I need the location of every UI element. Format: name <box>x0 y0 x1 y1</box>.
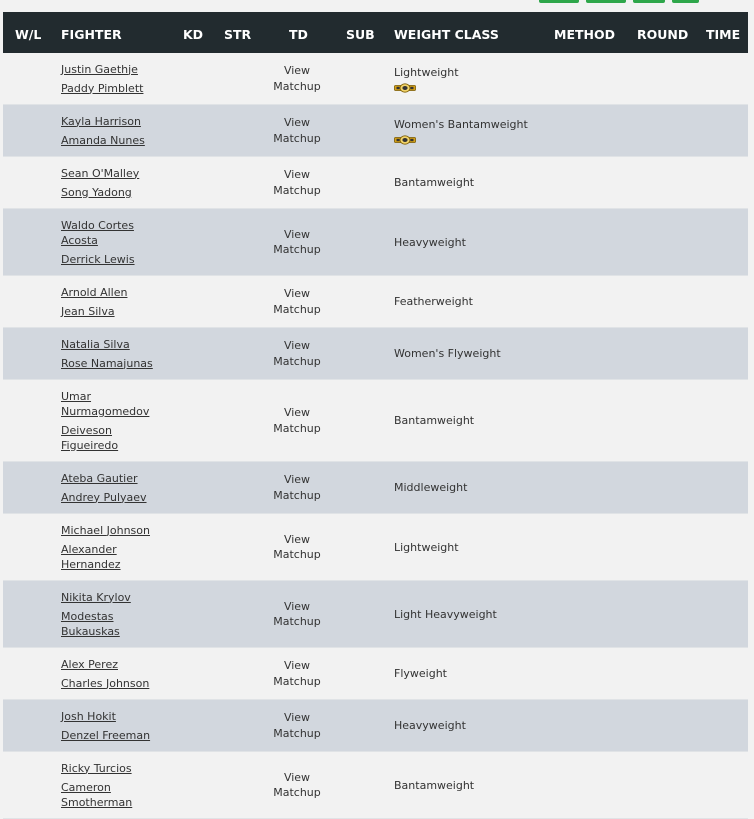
table-row <box>3 514 748 581</box>
weight-class-label: Bantamweight <box>394 414 475 427</box>
weight-class-cell <box>394 752 554 818</box>
fighter-cell <box>61 328 171 379</box>
table-row <box>3 380 748 462</box>
view-matchup-link[interactable] <box>257 53 337 104</box>
view-matchup-label-line1: View <box>283 599 311 613</box>
view-matchup-link[interactable] <box>257 209 337 275</box>
table-row <box>3 581 748 648</box>
fighter-blue-link[interactable]: Cameron Smotherman <box>61 780 133 809</box>
header-fighter[interactable]: FIGHTER <box>61 27 122 42</box>
view-matchup-link[interactable] <box>257 752 337 818</box>
weight-class-label: Women's Flyweight <box>394 347 501 360</box>
view-matchup-label-line2: Matchup <box>273 548 321 561</box>
fighter-red-link[interactable]: Nikita Krylov <box>61 590 131 604</box>
fighter-red-link[interactable]: Josh Hokit <box>61 709 116 723</box>
fighter-cell <box>61 105 171 156</box>
view-matchup-label-line1: View <box>283 770 311 784</box>
weight-class-label: Flyweight <box>394 667 447 680</box>
fighter-cell <box>61 514 171 580</box>
fighter-blue-link[interactable]: Charles Johnson <box>61 676 150 690</box>
header-td[interactable]: TD <box>289 27 308 42</box>
fighter-blue-link[interactable]: Modestas Bukauskas <box>61 609 120 638</box>
view-matchup-link[interactable] <box>257 648 337 699</box>
table-row <box>3 462 748 514</box>
header-wl[interactable]: W/L <box>15 27 42 42</box>
fighter-red-link[interactable]: Ricky Turcios <box>61 761 132 775</box>
view-matchup-link[interactable] <box>257 276 337 327</box>
view-matchup-label-line2: Matchup <box>273 79 321 93</box>
header-kd[interactable]: KD <box>183 27 204 42</box>
weight-class-label: Bantamweight <box>394 176 475 189</box>
top-green-button-1[interactable] <box>539 0 579 3</box>
header-weight-class[interactable]: WEIGHT CLASS <box>394 27 499 42</box>
weight-class-cell <box>394 581 554 647</box>
view-matchup-label-line2: Matchup <box>273 354 321 368</box>
fighter-blue-link[interactable]: Song Yadong <box>61 185 132 199</box>
weight-class-cell <box>394 700 554 751</box>
fighter-blue-link[interactable]: Alexander Hernandez <box>61 542 121 571</box>
top-green-button-3[interactable] <box>633 0 665 3</box>
weight-class-label: Heavyweight <box>394 235 466 249</box>
weight-class-cell <box>394 328 554 379</box>
table-body <box>3 53 748 819</box>
fighter-cell <box>61 700 171 751</box>
fighter-cell <box>61 752 171 818</box>
view-matchup-label-line1: View <box>283 64 311 77</box>
fighter-blue-link[interactable]: Jean Silva <box>61 304 115 318</box>
weight-class-label: Light Heavyweight <box>394 607 497 621</box>
view-matchup-label-line2: Matchup <box>273 421 321 435</box>
fighter-blue-link[interactable]: Andrey Pulyaev <box>61 490 147 504</box>
fighter-cell <box>61 462 171 513</box>
view-matchup-label-line2: Matchup <box>273 302 321 316</box>
fighter-red-link[interactable]: Justin Gaethje <box>61 62 138 76</box>
weight-class-cell <box>394 53 554 104</box>
fighter-red-link[interactable]: Alex Perez <box>61 657 118 671</box>
fighter-blue-link[interactable]: Rose Namajunas <box>61 356 153 370</box>
table-row <box>3 700 748 752</box>
table-row <box>3 328 748 380</box>
fighter-red-link[interactable]: Umar Nurmagomedov <box>61 389 150 418</box>
view-matchup-label-line2: Matchup <box>273 615 321 628</box>
fighter-blue-link[interactable]: Deiveson Figueiredo <box>61 423 119 452</box>
view-matchup-label-line1: View <box>283 532 311 546</box>
fighter-blue-link[interactable]: Paddy Pimblett <box>61 81 144 95</box>
view-matchup-label-line2: Matchup <box>273 786 321 799</box>
header-sub[interactable]: SUB <box>346 27 375 42</box>
view-matchup-label-line1: View <box>283 339 311 352</box>
weight-class-cell <box>394 380 554 461</box>
view-matchup-label-line1: View <box>283 659 311 672</box>
fighter-cell <box>61 209 171 275</box>
view-matchup-link[interactable] <box>257 581 337 647</box>
view-matchup-label-line1: View <box>283 711 311 724</box>
header-str[interactable]: STR <box>224 27 252 42</box>
fighter-blue-link[interactable]: Amanda Nunes <box>61 133 145 147</box>
view-matchup-label-line1: View <box>283 116 311 129</box>
view-matchup-label-line1: View <box>283 168 311 181</box>
table-row <box>3 53 748 105</box>
fighter-cell <box>61 157 171 208</box>
view-matchup-link[interactable] <box>257 514 337 580</box>
fighter-cell <box>61 380 171 461</box>
top-green-button-4[interactable] <box>672 0 699 3</box>
weight-class-label: Lightweight <box>394 540 459 554</box>
weight-class-label: Women's Bantamweight <box>394 117 528 131</box>
fighter-blue-link[interactable]: Derrick Lewis <box>61 252 135 266</box>
weight-class-cell <box>394 648 554 699</box>
fighter-red-link[interactable]: Michael Johnson <box>61 523 150 537</box>
weight-class-cell <box>394 462 554 513</box>
championship-belt-icon <box>394 135 416 145</box>
weight-class-label: Lightweight <box>394 65 459 79</box>
table-row <box>3 276 748 328</box>
view-matchup-label-line2: Matchup <box>273 674 321 688</box>
view-matchup-label-line2: Matchup <box>273 131 321 145</box>
table-row <box>3 105 748 157</box>
view-matchup-link[interactable] <box>257 380 337 461</box>
fighter-red-link[interactable]: Waldo Cortes Acosta <box>61 218 134 247</box>
fighter-red-link[interactable]: Kayla Harrison <box>61 114 141 128</box>
weight-class-cell <box>394 157 554 208</box>
fight-results-table <box>3 12 748 819</box>
fighter-red-link[interactable]: Sean O'Malley <box>61 166 140 180</box>
view-matchup-label-line1: View <box>283 287 311 300</box>
view-matchup-label-line2: Matchup <box>273 726 321 740</box>
table-row <box>3 209 748 276</box>
view-matchup-link[interactable] <box>257 328 337 379</box>
fighter-red-link[interactable]: Ateba Gautier <box>61 471 138 485</box>
top-green-button-2[interactable] <box>586 0 626 3</box>
fighter-red-link[interactable]: Arnold Allen <box>61 285 128 299</box>
weight-class-label: Heavyweight <box>394 719 466 732</box>
view-matchup-link[interactable] <box>257 157 337 208</box>
weight-class-cell <box>394 514 554 580</box>
view-matchup-label-line2: Matchup <box>273 183 321 197</box>
weight-class-label: Featherweight <box>394 295 473 308</box>
header-method[interactable]: METHOD <box>554 27 615 42</box>
fighter-cell <box>61 581 171 647</box>
weight-class-cell <box>394 209 554 275</box>
table-header <box>3 12 748 53</box>
table-row <box>3 157 748 209</box>
view-matchup-label-line1: View <box>283 473 311 486</box>
view-matchup-label-line2: Matchup <box>273 243 321 256</box>
weight-class-label: Bantamweight <box>394 778 475 792</box>
view-matchup-label-line1: View <box>283 406 311 419</box>
fighter-red-link[interactable]: Natalia Silva <box>61 337 130 351</box>
championship-belt-icon <box>394 83 416 93</box>
view-matchup-link[interactable] <box>257 105 337 156</box>
view-matchup-link[interactable] <box>257 462 337 513</box>
view-matchup-label-line2: Matchup <box>273 488 321 502</box>
view-matchup-label-line1: View <box>283 227 311 241</box>
weight-class-label: Middleweight <box>394 481 468 494</box>
fighter-cell <box>61 648 171 699</box>
fighter-cell <box>61 53 171 104</box>
fighter-blue-link[interactable]: Denzel Freeman <box>61 728 151 742</box>
top-button-strip <box>0 0 754 12</box>
weight-class-cell <box>394 105 554 156</box>
fighter-cell <box>61 276 171 327</box>
weight-class-cell <box>394 276 554 327</box>
view-matchup-link[interactable] <box>257 700 337 751</box>
header-round[interactable]: ROUND <box>637 27 689 42</box>
table-row <box>3 648 748 700</box>
header-time[interactable]: TIME <box>706 27 741 42</box>
